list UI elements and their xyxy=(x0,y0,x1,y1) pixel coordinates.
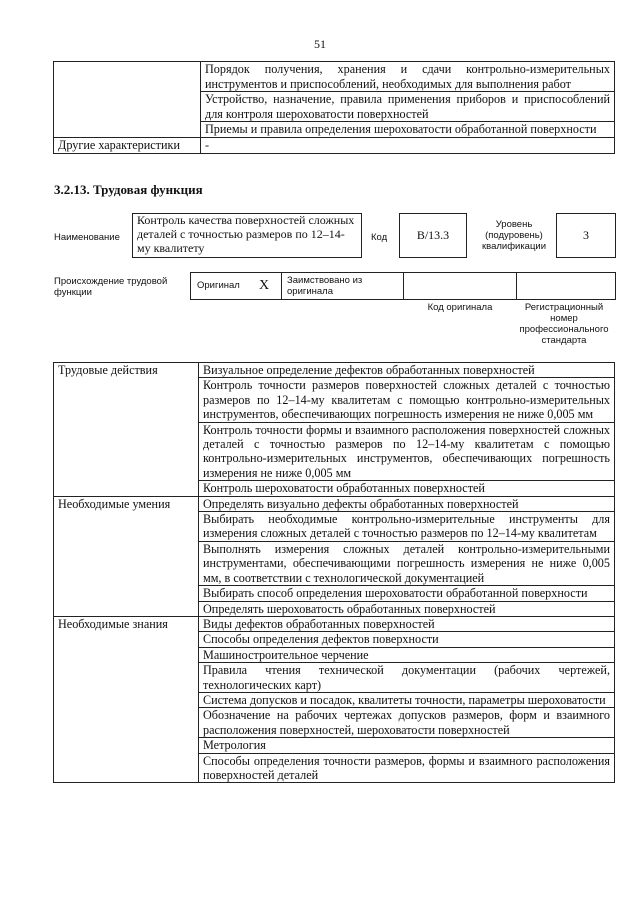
row-label: Другие характеристики xyxy=(54,137,201,153)
table-cell: Визуальное определение дефектов обработанных поверхностей xyxy=(199,363,615,378)
row-label: Необходимые знания xyxy=(54,616,199,782)
main-table xyxy=(53,362,615,783)
name-label: Наименование xyxy=(54,232,120,243)
level-value: 3 xyxy=(583,228,589,242)
function-name-box xyxy=(132,213,362,258)
table-cell: Метрология xyxy=(199,738,615,753)
table-cell: Контроль точности размеров поверхностей сложных деталей с точностью размеров по 12–14-му квалитетам с помощью контрольно-измерительных инструментов, обеспечивающих погрешность измерения не ниже 0,005 мм xyxy=(199,378,615,422)
table-row xyxy=(54,363,615,378)
page-number: 51 xyxy=(314,37,326,51)
original-label: Оригинал xyxy=(197,280,240,291)
table-cell: Устройство, назначение, правила применения приборов и приспособлений для контроля шероховатости поверхностей xyxy=(201,92,615,122)
table-cell: Выбирать необходимые контрольно-измерительные инструменты для измерения сложных деталей с точностью размеров по 12–14-му квалитетам xyxy=(199,512,615,542)
top-table xyxy=(53,61,615,154)
table-cell: Виды дефектов обработанных поверхностей xyxy=(199,616,615,631)
table-cell: Контроль шероховатости обработанных поверхностей xyxy=(199,481,615,496)
table-cell: Приемы и правила определения шероховатости обработанной поверхности xyxy=(201,122,615,138)
table-row xyxy=(54,496,615,511)
original-mark: X xyxy=(259,278,270,293)
row-label xyxy=(54,62,201,138)
table-row xyxy=(54,616,615,631)
row-label: Необходимые умения xyxy=(54,496,199,616)
table-cell: Способы определения точности размеров, формы и взаимного расположения поверхностей деталей xyxy=(199,753,615,783)
origin-box xyxy=(190,272,616,300)
table-cell: Выбирать способ определения шероховатости обработанной поверхности xyxy=(199,586,615,601)
row-label: Трудовые действия xyxy=(54,363,199,497)
level-box xyxy=(556,213,616,258)
reg-number-caption: Регистрационный номер профессионального стандарта xyxy=(519,302,609,346)
origin-label: Происхождение трудовой функции xyxy=(54,276,168,298)
table-cell: Способы определения дефектов поверхности xyxy=(199,632,615,647)
table-cell: Определять визуально дефекты обработанных поверхностей xyxy=(199,496,615,511)
table-row xyxy=(54,137,615,153)
table-cell: Обозначение на рабочих чертежах допусков размеров, форм и взаимного расположения поверхностей, шероховатости поверхностей xyxy=(199,708,615,738)
table-cell: Машиностроительное черчение xyxy=(199,647,615,662)
table-cell: Порядок получения, хранения и сдачи контрольно-измерительных инструментов и приспособлений, необходимых для выполнения работ xyxy=(201,62,615,92)
table-cell: Определять шероховатость обработанных поверхностей xyxy=(199,601,615,616)
code-label: Код xyxy=(371,232,388,243)
table-cell: Выполнять измерения сложных деталей контрольно-измерительными инструментами, обеспечивающими погрешность измерения не ниже 0,005 мм, в соответствии с технологической документацией xyxy=(199,541,615,585)
code-original-caption: Код оригинала xyxy=(427,302,493,313)
section-title: 3.2.13. Трудовая функция xyxy=(54,182,203,197)
function-name: Контроль качества поверхностей сложных деталей с точностью размеров по 12–14-му квалитету xyxy=(137,213,355,255)
table-cell: Контроль точности формы и взаимного расположения поверхностей сложных деталей с точностью размеров по 12–14-му квалитетам с помощью контрольно-измерительных инструментов, обеспечивающих погрешность измерения не ниже 0,005 мм xyxy=(199,422,615,481)
function-code: B/13.3 xyxy=(416,228,450,242)
table-cell: - xyxy=(201,137,615,153)
borrowed-label: Заимствовано из оригинала xyxy=(287,275,363,297)
table-row xyxy=(54,62,615,92)
code-box xyxy=(399,213,467,258)
level-label: Уровень (подуровень) квалификации xyxy=(481,219,547,252)
table-cell: Правила чтения технической документации (рабочих чертежей, технологических карт) xyxy=(199,663,615,693)
table-cell: Система допусков и посадок, квалитеты точности, параметры шероховатости xyxy=(199,692,615,707)
